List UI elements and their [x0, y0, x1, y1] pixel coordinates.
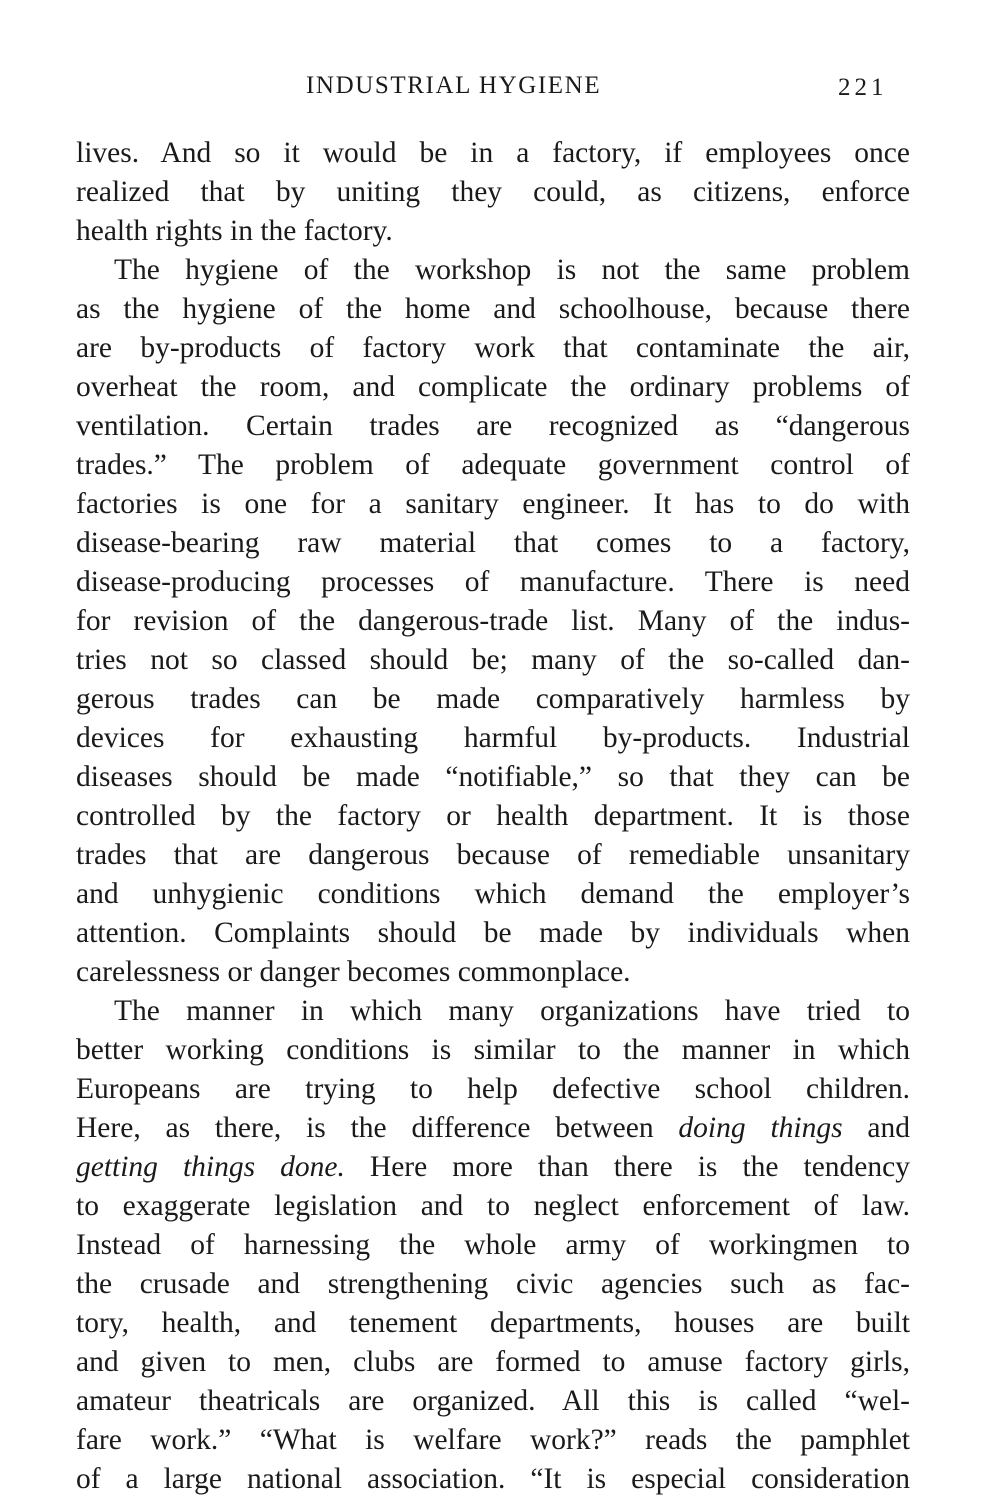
running-head-title: INDUSTRIAL HYGIENE: [306, 72, 602, 99]
text-segment: for revision of the dangerous-trade list. Many of the indus-: [76, 605, 910, 637]
text-segment: The hygiene of the workshop is not the same problem: [114, 254, 910, 286]
text-line: [76, 602, 910, 641]
text-segment: tory, health, and tenement departments, houses are built: [76, 1307, 910, 1339]
text-segment: and given to men, clubs are formed to amuse factory girls,: [76, 1346, 910, 1378]
text-segment: devices for exhausting harmful by-products. Industrial: [76, 722, 910, 754]
text-line: [76, 836, 910, 875]
text-segment: tries not so classed should be; many of the so-called dan-: [76, 644, 910, 676]
text-segment: disease-bearing raw material that comes to a factory,: [76, 527, 910, 559]
body-text: [76, 134, 910, 1499]
text-segment: trades.” The problem of adequate government control of: [76, 449, 910, 481]
text-line: [76, 914, 910, 953]
text-line: [76, 1343, 910, 1382]
text-line: [76, 290, 910, 329]
text-line: [76, 173, 910, 212]
text-line: [76, 641, 910, 680]
text-line: [76, 134, 910, 173]
text-segment: to exaggerate legislation and to neglect enforcement of law.: [76, 1190, 910, 1222]
text-segment: realized that by uniting they could, as citizens, enforce: [76, 176, 910, 208]
text-segment: trades that are dangerous because of remediable unsanitary: [76, 839, 910, 871]
text-line: [76, 1187, 910, 1226]
text-line: [76, 1070, 910, 1109]
text-segment: controlled by the factory or health department. It is those: [76, 800, 910, 832]
text-line: [76, 212, 910, 251]
text-line: [76, 407, 910, 446]
text-segment: and unhygienic conditions which demand the employer’s: [76, 878, 910, 910]
text-line: [76, 680, 910, 719]
page-number: 221: [838, 74, 888, 101]
text-line: [76, 1226, 910, 1265]
text-segment: and: [842, 1112, 911, 1144]
running-head: [0, 70, 1000, 106]
text-segment: of a large national association. “It is especial consideration: [76, 1463, 910, 1495]
text-line: [76, 524, 910, 563]
text-line: [76, 797, 910, 836]
text-line: [76, 875, 910, 914]
text-segment: Instead of harnessing the whole army of workingmen to: [76, 1229, 910, 1261]
text-line: [76, 1109, 910, 1148]
text-line: [76, 719, 910, 758]
text-line: [76, 1460, 910, 1499]
text-line: [76, 992, 910, 1031]
text-segment: The manner in which many organizations have tried to: [114, 995, 910, 1027]
text-line: [76, 251, 910, 290]
text-segment: lives. And so it would be in a factory, if employees once: [76, 137, 910, 169]
text-line: [76, 1031, 910, 1070]
text-segment: ventilation. Certain trades are recognized as “dangerous: [76, 410, 910, 442]
italic-text: doing things: [678, 1112, 843, 1144]
text-segment: factories is one for a sanitary engineer. It has to do with: [76, 488, 910, 520]
text-line: [76, 1148, 910, 1187]
text-line: [76, 485, 910, 524]
text-line: [76, 1304, 910, 1343]
text-segment: Here, as there, is the difference between: [76, 1112, 679, 1144]
text-segment: are by-products of factory work that contaminate the air,: [76, 332, 910, 364]
text-line: [76, 1421, 910, 1460]
text-line: [76, 368, 910, 407]
text-segment: the crusade and strengthening civic agencies such as fac-: [76, 1268, 910, 1300]
text-line: [76, 329, 910, 368]
text-segment: as the hygiene of the home and schoolhouse, because there: [76, 293, 910, 325]
text-segment: disease-producing processes of manufacture. There is need: [76, 566, 910, 598]
text-segment: fare work.” “What is welfare work?” reads the pamphlet: [76, 1424, 910, 1456]
text-line: [76, 1265, 910, 1304]
text-line: [76, 953, 910, 992]
text-segment: overheat the room, and complicate the ordinary problems of: [76, 371, 910, 403]
text-line: [76, 758, 910, 797]
text-segment: attention. Complaints should be made by individuals when: [76, 917, 910, 949]
text-segment: health rights in the factory.: [76, 215, 393, 247]
text-line: [76, 1382, 910, 1421]
text-segment: Europeans are trying to help defective school children.: [76, 1073, 910, 1105]
text-line: [76, 446, 910, 485]
text-segment: gerous trades can be made comparatively harmless by: [76, 683, 910, 715]
text-segment: carelessness or danger becomes commonplace.: [76, 956, 631, 988]
text-segment: diseases should be made “notifiable,” so that they can be: [76, 761, 910, 793]
italic-text: getting things done.: [76, 1151, 345, 1183]
text-line: [76, 563, 910, 602]
text-segment: amateur theatricals are organized. All this is called “wel-: [76, 1385, 910, 1417]
text-segment: better working conditions is similar to the manner in which: [76, 1034, 910, 1066]
text-segment: Here more than there is the tendency: [344, 1151, 910, 1183]
